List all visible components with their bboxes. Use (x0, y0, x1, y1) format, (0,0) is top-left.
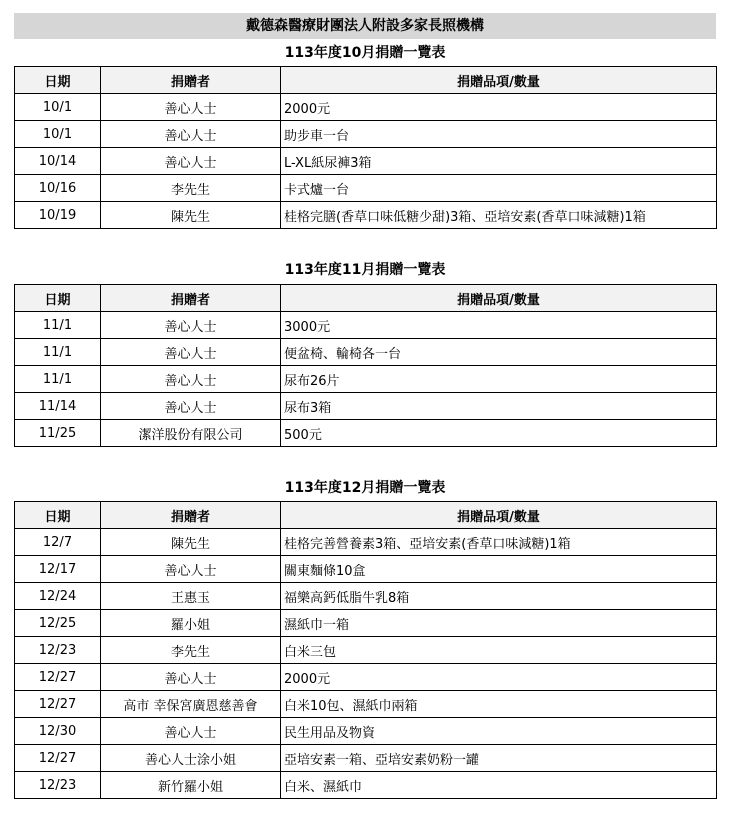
donor-cell: 潔洋股份有限公司 (101, 420, 281, 447)
table-row (15, 529, 717, 556)
header-item: 捐贈品項/數量 (281, 285, 717, 312)
item-cell: 卡式爐一台 (281, 175, 717, 202)
date-cell: 12/27 (15, 745, 101, 772)
donor-cell: 善心人士 (101, 393, 281, 420)
table-row (15, 664, 717, 691)
item-cell: 白米三包 (281, 637, 717, 664)
table-row (15, 420, 717, 447)
donor-cell: 善心人士涂小姐 (101, 745, 281, 772)
date-cell: 10/19 (15, 202, 101, 229)
header-item: 捐贈品項/數量 (281, 502, 717, 529)
item-cell: 3000元 (281, 312, 717, 339)
section-title-october: 113年度10月捐贈一覽表 (284, 45, 446, 61)
header-donor: 捐贈者 (101, 285, 281, 312)
table-row (15, 339, 717, 366)
date-cell: 12/30 (15, 718, 101, 745)
item-cell: 民生用品及物資 (281, 718, 717, 745)
item-cell: 白米、濕紙巾 (281, 772, 717, 799)
item-cell: 亞培安素一箱、亞培安素奶粉一罐 (281, 745, 717, 772)
table-row (15, 691, 717, 718)
date-cell: 11/1 (15, 339, 101, 366)
table-row (15, 772, 717, 799)
item-cell: 濕紙巾一箱 (281, 610, 717, 637)
item-cell: 便盆椅、輪椅各一台 (281, 339, 717, 366)
table-row (15, 312, 717, 339)
date-cell: 10/1 (15, 94, 101, 121)
table-row (15, 148, 717, 175)
table-row (15, 637, 717, 664)
table-row (15, 366, 717, 393)
section-title-november: 113年度11月捐贈一覽表 (284, 262, 446, 278)
date-cell: 12/23 (15, 772, 101, 799)
date-cell: 12/27 (15, 691, 101, 718)
table-row (15, 745, 717, 772)
table-row (15, 121, 717, 148)
date-cell: 11/25 (15, 420, 101, 447)
donor-cell: 善心人士 (101, 556, 281, 583)
date-cell: 12/7 (15, 529, 101, 556)
donor-cell: 善心人士 (101, 718, 281, 745)
table-row (15, 393, 717, 420)
donor-cell: 善心人士 (101, 148, 281, 175)
table-header-row (15, 67, 717, 94)
donor-cell: 善心人士 (101, 312, 281, 339)
item-cell: 尿布3箱 (281, 393, 717, 420)
table-header-row (15, 502, 717, 529)
table-row (15, 610, 717, 637)
item-cell: 桂格完善營養素3箱、亞培安素(香草口味減糖)1箱 (281, 529, 717, 556)
date-cell: 10/1 (15, 121, 101, 148)
table-row (15, 718, 717, 745)
item-cell: 白米10包、濕紙巾兩箱 (281, 691, 717, 718)
table-row (15, 583, 717, 610)
header-donor: 捐贈者 (101, 67, 281, 94)
date-cell: 12/23 (15, 637, 101, 664)
donor-cell: 陳先生 (101, 529, 281, 556)
date-cell: 12/25 (15, 610, 101, 637)
item-cell: 尿布26片 (281, 366, 717, 393)
org-title-banner: 戴德森醫療財團法人附設多家長照機構 (14, 13, 716, 39)
header-item: 捐贈品項/數量 (281, 67, 717, 94)
table-header-row (15, 285, 717, 312)
donation-table-november (14, 284, 717, 447)
item-cell: 助步車一台 (281, 121, 717, 148)
date-cell: 10/14 (15, 148, 101, 175)
item-cell: 2000元 (281, 664, 717, 691)
donor-cell: 王惠玉 (101, 583, 281, 610)
item-cell: 桂格完膳(香草口味低糖少甜)3箱、亞培安素(香草口味減糖)1箱 (281, 202, 717, 229)
item-cell: 福樂高鈣低脂牛乳8箱 (281, 583, 717, 610)
date-cell: 11/1 (15, 312, 101, 339)
table-row (15, 94, 717, 121)
donor-cell: 善心人士 (101, 94, 281, 121)
donation-table-october (14, 66, 717, 229)
item-cell: 2000元 (281, 94, 717, 121)
date-cell: 11/1 (15, 366, 101, 393)
date-cell: 10/16 (15, 175, 101, 202)
donor-cell: 李先生 (101, 637, 281, 664)
table-row (15, 202, 717, 229)
header-date: 日期 (15, 67, 101, 94)
header-date: 日期 (15, 285, 101, 312)
donor-cell: 高市 幸保宮廣恩慈善會 (101, 691, 281, 718)
date-cell: 12/27 (15, 664, 101, 691)
header-date: 日期 (15, 502, 101, 529)
donor-cell: 善心人士 (101, 339, 281, 366)
item-cell: 關東麵條10盒 (281, 556, 717, 583)
header-donor: 捐贈者 (101, 502, 281, 529)
date-cell: 11/14 (15, 393, 101, 420)
section-title-december: 113年度12月捐贈一覽表 (284, 480, 446, 496)
donor-cell: 李先生 (101, 175, 281, 202)
item-cell: 500元 (281, 420, 717, 447)
donation-table-december (14, 501, 717, 799)
donor-cell: 善心人士 (101, 121, 281, 148)
donor-cell: 善心人士 (101, 664, 281, 691)
donor-cell: 陳先生 (101, 202, 281, 229)
donor-cell: 善心人士 (101, 366, 281, 393)
date-cell: 12/24 (15, 583, 101, 610)
date-cell: 12/17 (15, 556, 101, 583)
donor-cell: 羅小姐 (101, 610, 281, 637)
donor-cell: 新竹羅小姐 (101, 772, 281, 799)
table-row (15, 556, 717, 583)
item-cell: L-XL紙尿褲3箱 (281, 148, 717, 175)
table-row (15, 175, 717, 202)
